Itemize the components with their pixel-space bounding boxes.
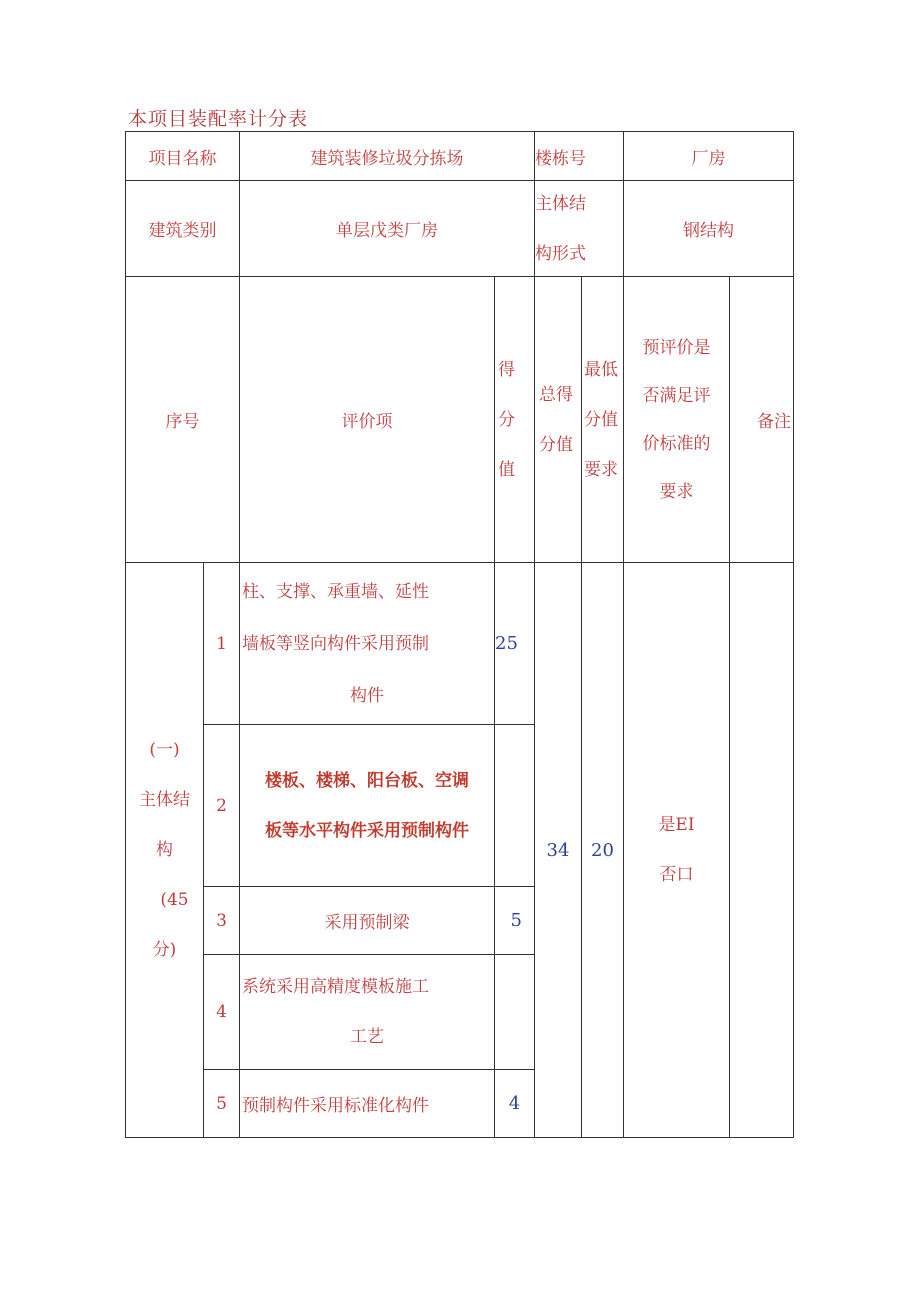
building-no-value: 厂房 xyxy=(691,148,726,169)
project-name-value: 建筑装修垃圾分拣场 xyxy=(310,148,464,169)
structure-label-line: 主体结 xyxy=(535,193,586,214)
structure-form-value: 钢结构 xyxy=(683,221,734,241)
col-score-line: 分 xyxy=(498,409,515,430)
group-min: 20 xyxy=(591,839,614,861)
row-score xyxy=(495,725,534,886)
row-no: 3 xyxy=(216,910,227,931)
col-total xyxy=(535,277,581,562)
group-label xyxy=(126,563,203,1137)
col-meet xyxy=(624,277,729,562)
col-score xyxy=(495,277,534,562)
row-item-line: 楼板、楼梯、阳台板、空调 xyxy=(265,770,469,791)
structure-label-line: 构形式 xyxy=(535,243,586,264)
row-item: 预制构件采用标准化构件 xyxy=(242,1096,429,1116)
row-item-line: 系统采用高精度模板施工 xyxy=(242,977,429,997)
row-no: 2 xyxy=(216,795,227,816)
row-item-line: 板等水平构件采用预制构件 xyxy=(265,820,469,841)
row-score xyxy=(495,955,534,1069)
group-label-line: 主体结 xyxy=(139,790,190,810)
row-item xyxy=(240,725,494,886)
col-total-line: 分值 xyxy=(539,434,573,455)
row-item: 采用预制梁 xyxy=(324,913,410,933)
row-no: 5 xyxy=(216,1093,227,1114)
table-border xyxy=(793,131,794,1138)
group-label-line: 分) xyxy=(152,940,177,960)
col-score-line: 得 xyxy=(498,359,515,380)
group-total: 34 xyxy=(546,839,570,861)
project-name-label: 项目名称 xyxy=(148,148,217,169)
row-item-line: 构件 xyxy=(350,685,384,706)
col-min-line: 最低 xyxy=(584,359,618,380)
col-item: 评价项 xyxy=(341,412,393,432)
row-item xyxy=(240,955,494,1069)
col-min-line: 分值 xyxy=(584,409,618,430)
structure-form-label xyxy=(535,181,623,276)
building-no-label: 楼栋号 xyxy=(535,148,586,169)
row-item-line: 柱、支撑、承重墙、延性 xyxy=(242,581,429,602)
col-meet-line: 否满足评 xyxy=(642,385,711,406)
row-score: 4 xyxy=(508,1093,521,1114)
group-meet-line: 是EI xyxy=(658,815,695,835)
col-meet-line: 预评价是 xyxy=(642,337,711,358)
building-type-value: 单层戊类厂房 xyxy=(336,221,438,241)
col-total-line: 总得 xyxy=(539,384,573,405)
group-meet-line: 否口 xyxy=(659,865,694,885)
col-min xyxy=(582,277,623,562)
page-title: 本项目装配率计分表 xyxy=(128,108,309,130)
group-label-line: (一) xyxy=(149,740,180,760)
group-label-line: 构 xyxy=(156,840,173,860)
row-score: 25 xyxy=(495,633,518,654)
col-remark: 备注 xyxy=(757,412,791,432)
building-type-label: 建筑类别 xyxy=(148,221,217,241)
row-item xyxy=(240,563,494,724)
row-item-line: 墙板等竖向构件采用预制 xyxy=(242,633,429,654)
col-score-line: 值 xyxy=(498,459,515,480)
group-label-line: (45 xyxy=(160,890,189,910)
col-meet-line: 价标准的 xyxy=(642,433,711,454)
col-meet-line: 要求 xyxy=(659,481,694,502)
row-score: 5 xyxy=(510,910,522,931)
col-seq: 序号 xyxy=(165,412,200,432)
row-no: 1 xyxy=(216,633,227,654)
row-no: 4 xyxy=(216,1002,227,1022)
row-item-line: 工艺 xyxy=(350,1027,384,1047)
col-min-line: 要求 xyxy=(584,459,618,480)
group-meet xyxy=(624,563,729,1137)
group-remark xyxy=(730,563,793,1137)
table-border xyxy=(125,1137,794,1138)
